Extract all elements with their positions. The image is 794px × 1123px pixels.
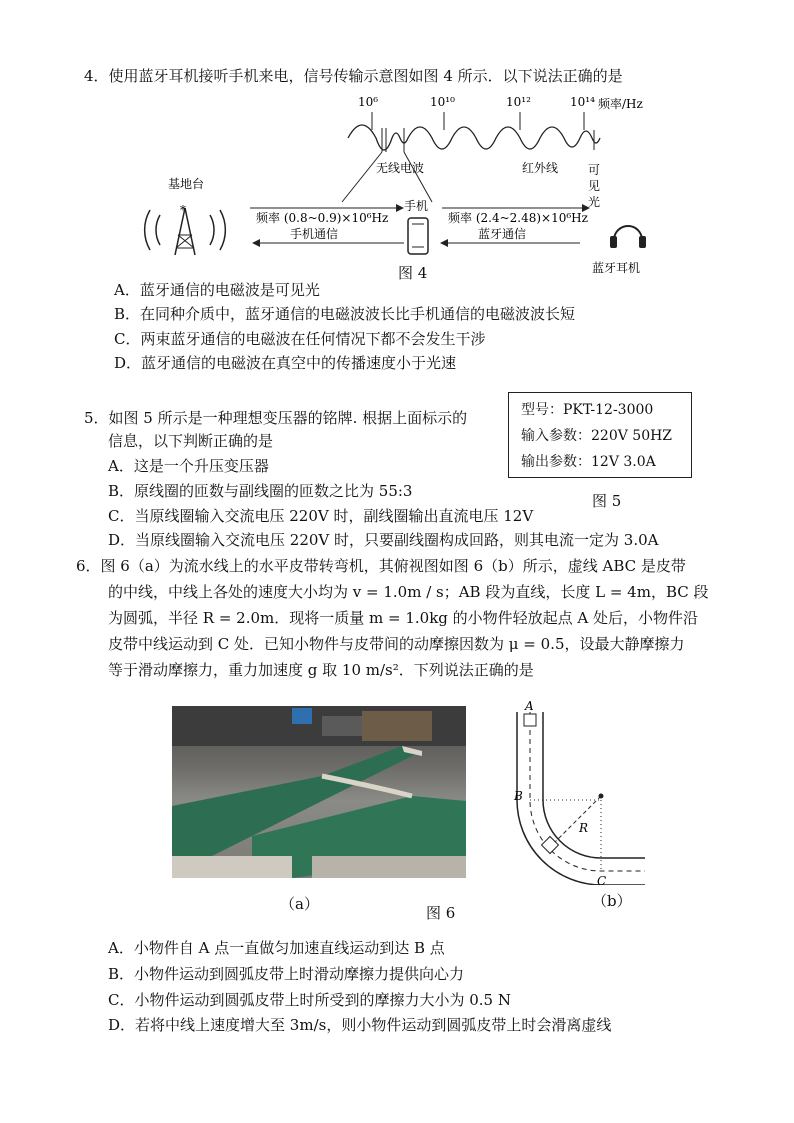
freq-tick-3: 10¹² <box>506 95 531 109</box>
q6-option-d: D．若将中线上速度增大至 3m/s，则小物件运动到圆弧皮带上时会滑离虚线 <box>108 1016 612 1034</box>
right-comm: 蓝牙通信 <box>478 227 527 241</box>
fig6a-caption: （a） <box>280 895 319 913</box>
q5-option-d: D．当原线圈输入交流电压 220V 时，只要副线圈构成回路，则其电流一定为 3.0A <box>108 531 659 549</box>
nameplate-model: 型号：PKT-12-3000 <box>521 402 654 418</box>
label-base: 基地台 <box>168 177 205 191</box>
q4-option-b: B．在同种介质中，蓝牙通信的电磁波波长比手机通信的电磁波波长短 <box>114 305 576 323</box>
q6-line5: 等于滑动摩擦力，重力加速度 g 取 10 m/s²．下列说法正确的是 <box>108 661 534 679</box>
q5-stem-line2: 信息，以下判断正确的是 <box>108 432 274 450</box>
q5-option-a: A．这是一个升压变压器 <box>108 457 269 475</box>
nameplate-input: 输入参数：220V 50HZ <box>521 428 673 444</box>
left-freq: 频率 (0.8~0.9)×10⁶Hz <box>256 211 389 225</box>
q4-option-c: C．两束蓝牙通信的电磁波在任何情况下都不会发生干涉 <box>114 330 486 348</box>
label-R: R <box>579 821 589 835</box>
q4-stem: 4．使用蓝牙耳机接听手机来电，信号传输示意图如图 4 所示．以下说法正确的是 <box>84 67 623 85</box>
svg-text:*: * <box>180 203 186 217</box>
label-headset: 蓝牙耳机 <box>592 261 641 275</box>
nameplate-output: 输出参数：12V 3.0A <box>521 454 656 470</box>
q6-line1: 6．图 6（a）为流水线上的水平皮带转弯机，其俯视图如图 6（b）所示，虚线 ABC 是皮带 <box>76 557 686 575</box>
q5-stem-line1: 5．如图 5 所示是一种理想变压器的铭牌. 根据上面标示的 <box>84 409 468 427</box>
nameplate <box>508 392 692 478</box>
q6-line4: 皮带中线运动到 C 处．已知小物件与皮带间的动摩擦因数为 μ = 0.5，设最大静摩擦力 <box>108 635 685 653</box>
q6-option-a: A．小物件自 A 点一直做匀加速直线运动到达 B 点 <box>108 939 445 957</box>
conveyor-photo <box>172 706 466 878</box>
label-B: B <box>514 789 523 803</box>
q6-line2: 的中线，中线上各处的速度大小均为 v = 1.0m / s；AB 段为直线，长度 L = 4m，BC 段 <box>108 583 709 601</box>
label-visible: 可见光 <box>588 163 601 209</box>
fig5-caption: 图 5 <box>592 492 622 510</box>
right-freq: 频率 (2.4~2.48)×10⁶Hz <box>448 211 588 225</box>
q4-figure <box>120 90 680 275</box>
label-A: A <box>525 700 534 713</box>
q5-option-b: B．原线圈的匝数与副线圈的匝数之比为 55:3 <box>108 482 413 500</box>
tower-icon <box>145 203 226 255</box>
q6-option-b: B．小物件运动到圆弧皮带上时滑动摩擦力提供向心力 <box>108 965 465 983</box>
freq-tick-4: 10¹⁴ <box>570 95 595 109</box>
label-phone: 手机 <box>404 199 429 213</box>
q5-option-c: C．当原线圈输入交流电压 220V 时，副线圈输出直流电压 12V <box>108 507 534 525</box>
q6-line3: 为圆弧，半径 R = 2.0m．现将一质量 m = 1.0kg 的小物件轻放起点 A 处后，小物件沿 <box>108 609 699 627</box>
belt-topview-diagram <box>505 700 650 885</box>
freq-tick-1: 10⁶ <box>358 95 379 109</box>
freq-tick-2: 10¹⁰ <box>430 95 455 109</box>
q4-option-a: A．蓝牙通信的电磁波是可见光 <box>114 281 320 299</box>
phone-icon <box>408 218 428 254</box>
left-comm: 手机通信 <box>290 227 339 241</box>
q4-option-d: D．蓝牙通信的电磁波在真空中的传播速度小于光速 <box>114 354 457 372</box>
freq-unit: 频率/Hz <box>598 97 643 111</box>
headset-icon <box>610 226 646 248</box>
fig6-caption: 图 6 <box>426 904 456 922</box>
label-radio: 无线电波 <box>376 161 425 175</box>
label-C: C <box>597 874 607 885</box>
fig6b-caption: （b） <box>592 892 632 910</box>
fig4-caption: 图 4 <box>398 264 428 282</box>
q6-option-c: C．小物件运动到圆弧皮带上时所受到的摩擦力大小为 0.5 N <box>108 991 511 1009</box>
label-infrared: 红外线 <box>522 161 559 175</box>
